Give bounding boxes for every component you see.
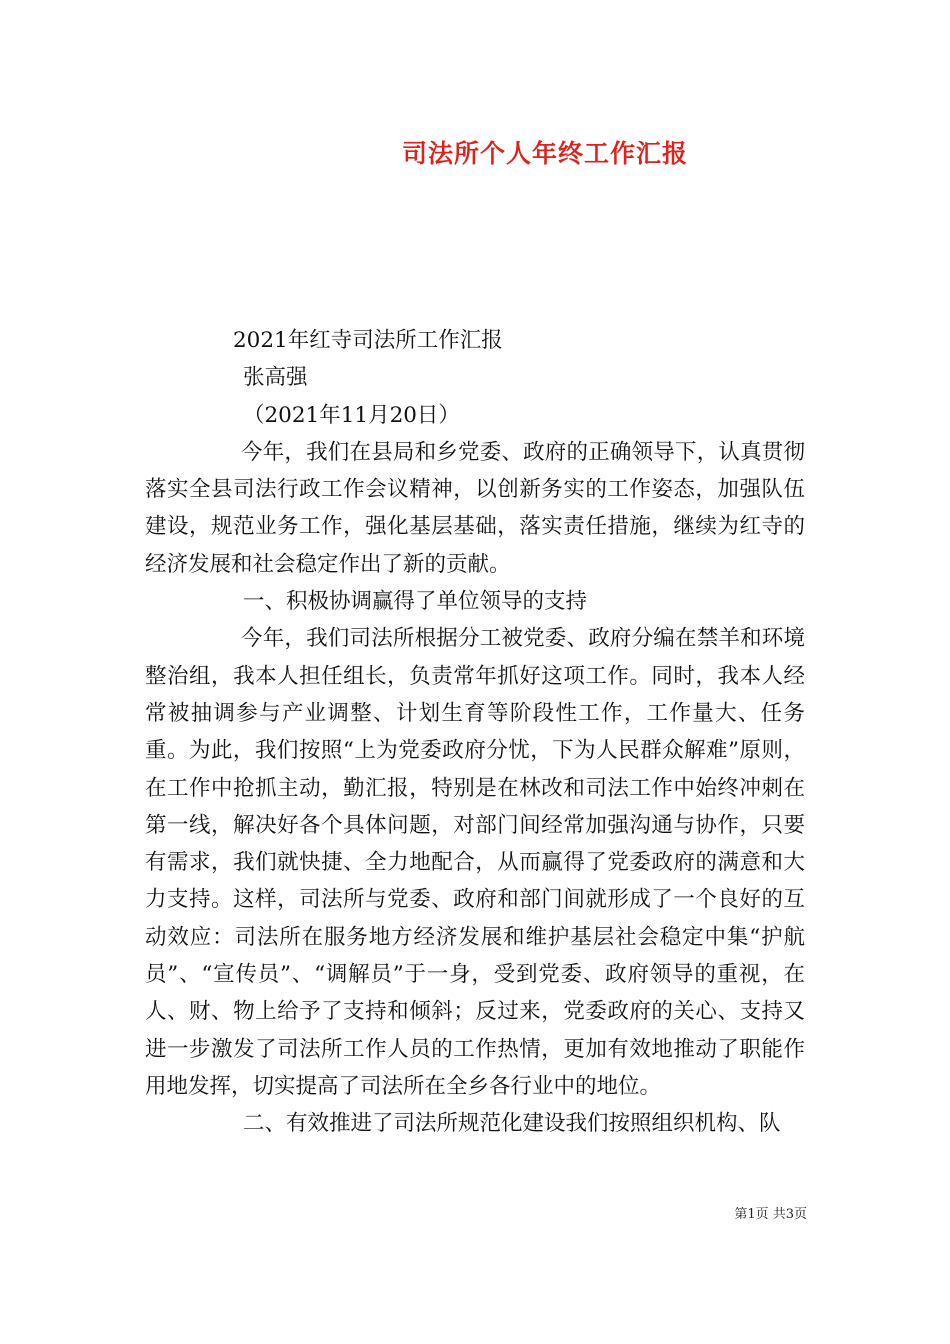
page-footer: 第1页 共3页 xyxy=(734,1207,807,1222)
section-2-heading: 二、有效推进了司法所规范化建设我们按照组织机构、队 xyxy=(243,1111,781,1137)
intro-paragraph: 今年，我们在县局和乡党委、政府的正确领导下，认真贯彻落实全县司法行政工作会议精神，以创新务实的工作姿态，加强队伍建设，规范业务工作，强化基层基础，落实责任措施，继续为红寺的经济发展和社会稳定作出了新的贡献。 xyxy=(145,439,805,577)
document-body xyxy=(145,322,805,1143)
section-1-heading: 一、积极协调赢得了单位领导的支持 xyxy=(243,589,588,615)
section-1-paragraph: 今年，我们司法所根据分工被党委、政府分编在禁羊和环境整治组，我本人担任组长，负责常年抓好这项工作。同时，我本人经常被抽调参与产业调整、计划生育等阶段性工作，工作量大、任务重。为此，我们按照“上为党委政府分忧，下为人民群众解难”原则，在工作中抢抓主动，勤汇报，特别是在林改和司法工作中始终冲刺在第一线，解决好各个具体问题，对部门间经常加强沟通与协作，只要有需求，我们就快捷、全力地配合，从而赢得了党委政府的满意和大力支持。这样，司法所与党委、政府和部门间就形成了一个良好的互动效应：司法所在服务地方经济发展和维护基层社会稳定中集“护航员”、“宣传员”、“调解员”于一身，受到党委、政府领导的重视，在人、财、物上给予了支持和倾斜；反过来，党委政府的关心、支持又进一步激发了司法所工作人员的工作热情，更加有效地推动了职能作用地发挥，切实提高了司法所在全乡各行业中的地位。 xyxy=(145,626,805,1099)
report-heading: 2021年红寺司法所工作汇报 xyxy=(233,328,503,353)
author-name: 张高强 xyxy=(243,365,308,391)
document-title: 司法所个人年终工作汇报 xyxy=(401,139,688,168)
report-date: （2021年11月20日） xyxy=(243,402,460,428)
